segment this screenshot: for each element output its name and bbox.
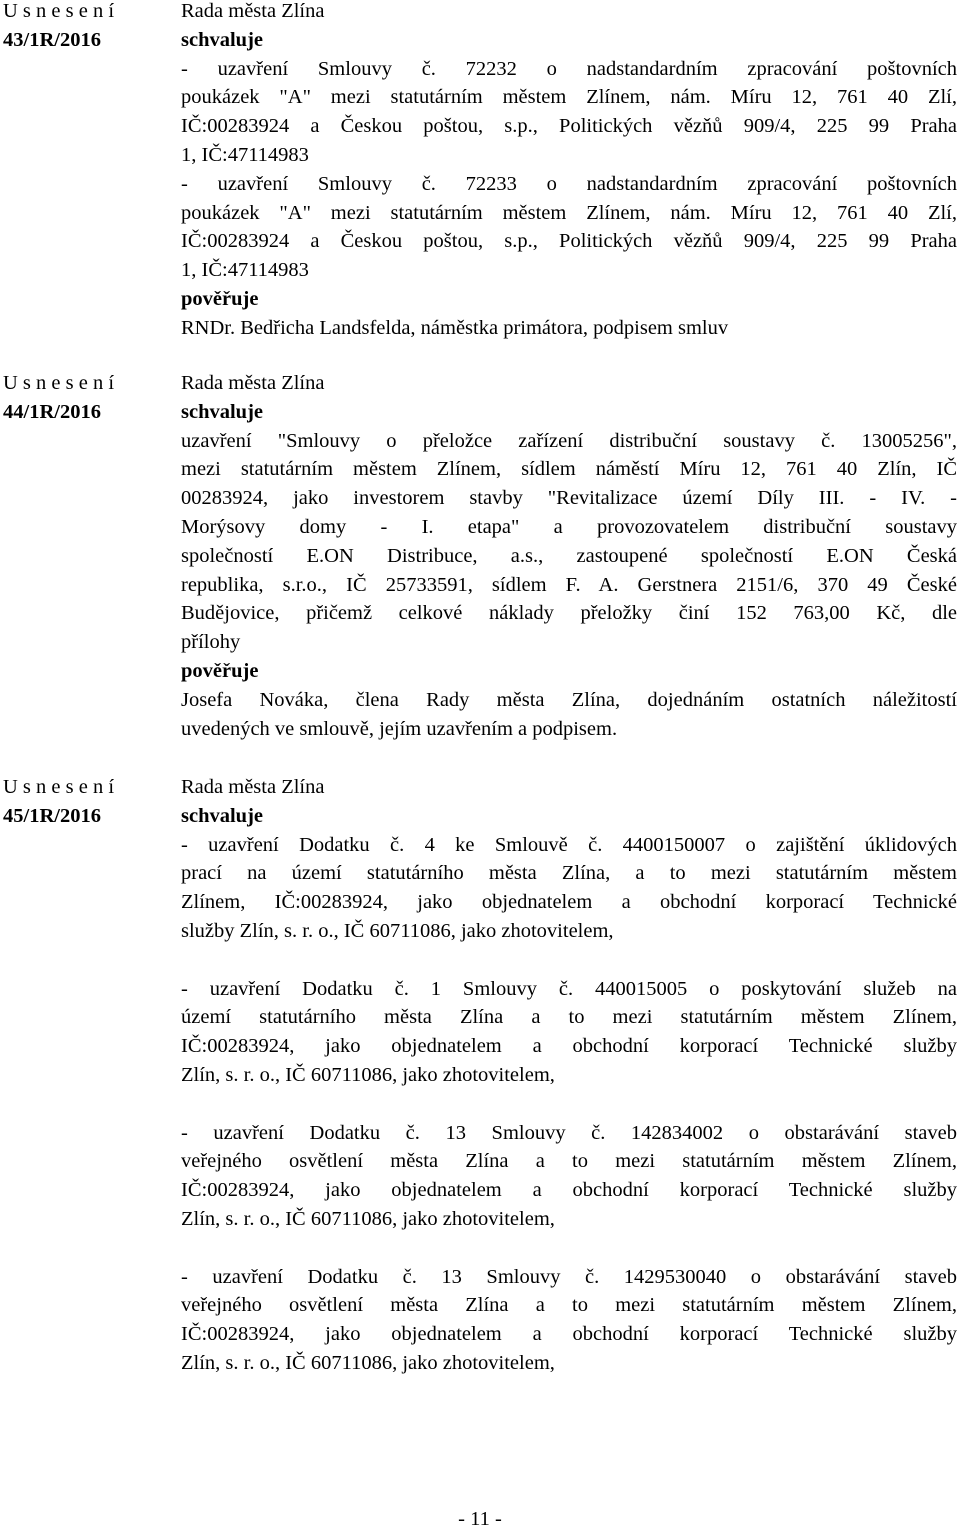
text-line: Rada města Zlína (181, 0, 325, 22)
text-line: Zlín, s. r. o., IČ 60711086, jako zhotovitelem, (181, 1063, 555, 1086)
resolution-number: 43/1R/2016 (3, 28, 101, 51)
decision-keyword: schvaluje (181, 804, 263, 827)
text-line: Morýsovy domy - I. etapa" a provozovatelem distribuční soustavy (181, 515, 957, 538)
text-line: republika, s.r.o., IČ 25733591, sídlem F. A. Gerstnera 2151/6, 370 49 České (181, 573, 957, 596)
text-line: - uzavření Dodatku č. 4 ke Smlouvě č. 4400150007 o zajištění úklidových (181, 833, 957, 856)
text-line: Rada města Zlína (181, 776, 325, 798)
text-line: mezi statutárním městem Zlínem, sídlem náměstí Míru 12, 761 40 Zlín, IČ (181, 458, 957, 481)
text-line: 00283924, jako investorem stavby "Revitalizace území Díly III. - IV. - (181, 487, 957, 510)
decision-keyword: schvaluje (181, 28, 263, 51)
resolution-body (181, 0, 957, 343)
text-line: společností E.ON Distribuce, a.s., zastoupené společností E.ON Česká (181, 544, 957, 567)
resolution-heading: U s n e s e n í (3, 372, 115, 394)
text-line: přílohy (181, 631, 241, 654)
resolution-body (181, 773, 957, 1378)
resolution-label (3, 773, 168, 831)
text-line: území statutárního města Zlína a to mezi statutárním městem Zlínem, (181, 1006, 957, 1029)
text-line: IČ:00283924, jako objednatelem a obchodní korporací Technické služby (181, 1035, 957, 1058)
text-line: - uzavření Dodatku č. 13 Smlouvy č. 1429530040 o obstarávání staveb (181, 1265, 957, 1288)
text-line: prací na území statutárního města Zlína, a to mezi statutárním městem (181, 862, 957, 885)
decision-keyword: pověřuje (181, 287, 259, 310)
text-line: IČ:00283924, jako objednatelem a obchodní korporací Technické služby (181, 1179, 957, 1202)
text-line: 1, IČ:47114983 (181, 259, 309, 282)
text-line: RNDr. Bedřicha Landsfelda, náměstka primátora, podpisem smluv (181, 316, 729, 339)
decision-keyword: pověřuje (181, 659, 259, 682)
text-line: veřejného osvětlení města Zlína a to mezi statutárním městem Zlínem, (181, 1150, 957, 1173)
text-line: veřejného osvětlení města Zlína a to mezi statutárním městem Zlínem, (181, 1294, 957, 1317)
paragraph-gap (181, 1234, 957, 1263)
decision-keyword: schvaluje (181, 400, 263, 423)
text-line: služby Zlín, s. r. o., IČ 60711086, jako zhotovitelem, (181, 919, 614, 942)
text-line: uzavření "Smlouvy o přeložce zařízení distribuční soustavy č. 13005256", (181, 429, 957, 452)
text-line: - uzavření Dodatku č. 1 Smlouvy č. 440015005 o poskytování služeb na (181, 977, 957, 1000)
resolution-number: 44/1R/2016 (3, 400, 101, 423)
text-line: poukázek "A" mezi statutárním městem Zlínem, nám. Míru 12, 761 40 Zlí, (181, 86, 957, 109)
paragraph-gap (181, 1090, 957, 1119)
text-line: Rada města Zlína (181, 372, 325, 394)
text-line: Zlín, s. r. o., IČ 60711086, jako zhotovitelem, (181, 1207, 555, 1230)
text-line: IČ:00283924, jako objednatelem a obchodní korporací Technické služby (181, 1323, 957, 1346)
resolution-label (3, 369, 168, 427)
text-line: IČ:00283924 a Českou poštou, s.p., Politických vězňů 909/4, 225 99 Praha (181, 230, 957, 253)
page-number: - 11 - (458, 1508, 502, 1530)
text-line: Josefa Nováka, člena Rady města Zlína, dojednáním ostatních náležitostí (181, 688, 957, 711)
text-line: - uzavření Smlouvy č. 72232 o nadstandardním zpracování poštovních (181, 57, 957, 80)
resolution-heading: U s n e s e n í (3, 0, 115, 22)
text-line: - uzavření Smlouvy č. 72233 o nadstandardním zpracování poštovních (181, 172, 957, 195)
resolution-heading: U s n e s e n í (3, 776, 115, 798)
text-line: - uzavření Dodatku č. 13 Smlouvy č. 142834002 o obstarávání staveb (181, 1121, 957, 1144)
text-line: uvedených ve smlouvě, jejím uzavřením a podpisem. (181, 717, 618, 740)
text-line: poukázek "A" mezi statutárním městem Zlínem, nám. Míru 12, 761 40 Zlí, (181, 201, 957, 224)
resolution-number: 45/1R/2016 (3, 804, 101, 827)
text-line: Zlínem, IČ:00283924, jako objednatelem a obchodní korporací Technické (181, 891, 957, 914)
text-line: IČ:00283924 a Českou poštou, s.p., Politických vězňů 909/4, 225 99 Praha (181, 115, 957, 138)
resolution-label (3, 0, 168, 55)
text-line: 1, IČ:47114983 (181, 143, 309, 166)
paragraph-gap (181, 946, 957, 975)
resolution-body (181, 369, 957, 743)
text-line: Budějovice, přičemž celkové náklady přeložky činí 152 763,00 Kč, dle (181, 602, 957, 625)
text-line: Zlín, s. r. o., IČ 60711086, jako zhotovitelem, (181, 1351, 555, 1374)
